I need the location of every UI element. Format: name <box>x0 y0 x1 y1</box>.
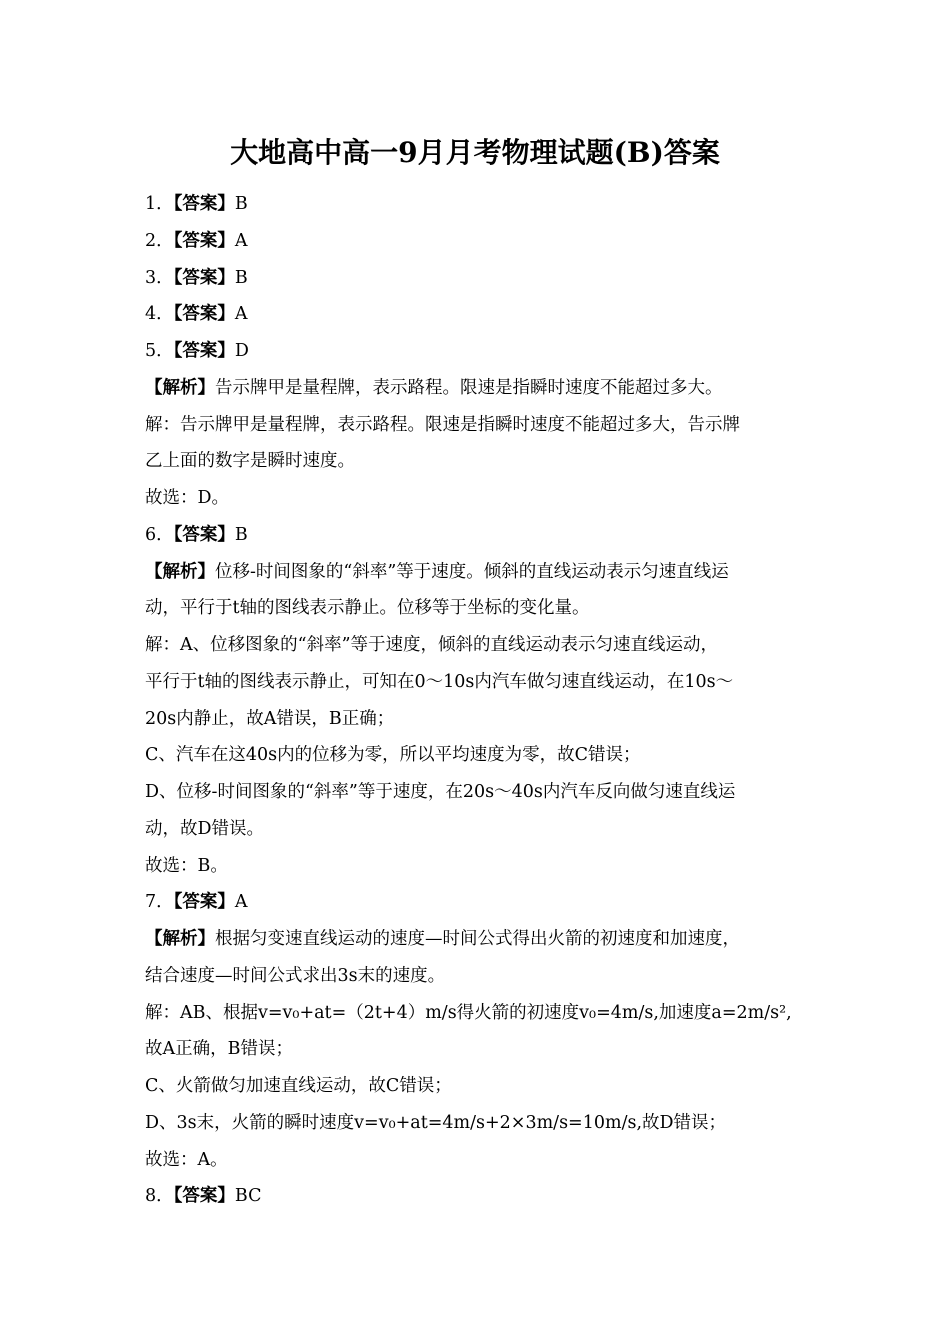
line-text: C、火箭做匀加速直线运动，故C错误； <box>145 1076 452 1096</box>
question-number: 7． <box>145 892 174 913</box>
solution-line <box>145 774 815 811</box>
line-text: 动，平行于t轴的图线表示静止。位移等于坐标的变化量。 <box>145 598 590 619</box>
line-text: B <box>234 194 248 214</box>
solution-line <box>145 995 815 1032</box>
question-number: 5． <box>145 341 174 361</box>
answer-tag: 【答案】 <box>173 267 235 288</box>
answer-tag: 【答案】 <box>173 892 235 913</box>
answer-line <box>145 260 815 297</box>
line-text: 解：告示牌甲是量程牌，表示路程。限速是指瞬时速度不能超过多大，告示牌 <box>145 414 740 435</box>
line-text: 故A正确，B错误； <box>145 1039 293 1060</box>
line-text: 平行于t轴的图线表示静止，可知在0～10s内汽车做匀速直线运动，在10s～ <box>145 671 734 692</box>
analysis-line <box>145 921 815 958</box>
answer-tag: 【答案】 <box>173 230 235 251</box>
line-text: A <box>234 230 248 251</box>
document-body <box>145 186 815 1215</box>
question-number: 2． <box>145 230 174 251</box>
solution-line <box>145 811 815 848</box>
document-title: 大地高中高一9月月考物理试题(B)答案 <box>230 136 720 169</box>
solution-line <box>145 1068 815 1105</box>
analysis-line <box>145 554 815 591</box>
solution-line <box>145 590 815 627</box>
choice-line <box>145 1142 815 1179</box>
line-text: BC <box>234 1186 262 1207</box>
question-number: 6． <box>145 524 174 545</box>
answer-line <box>145 517 815 554</box>
question-number: 4． <box>145 304 174 325</box>
answer-line <box>145 333 815 370</box>
line-text: D、3s末，火箭的瞬时速度v=v₀+at=4m/s+2×3m/s=10m/s,故D错误； <box>145 1112 727 1133</box>
choice-line <box>145 480 815 517</box>
line-text: 告示牌甲是量程牌，表示路程。限速是指瞬时速度不能超过多大。 <box>215 377 723 398</box>
line-text: B <box>234 267 248 288</box>
answer-line <box>145 186 815 223</box>
answer-tag: 【答案】 <box>173 341 235 361</box>
solution-line <box>145 1031 815 1068</box>
solution-line <box>145 1105 815 1142</box>
answer-tag: 【答案】 <box>173 524 235 545</box>
answer-line <box>145 1178 815 1215</box>
line-text: 动，故D错误。 <box>145 818 265 839</box>
line-text: 乙上面的数字是瞬时速度。 <box>145 451 355 472</box>
question-number: 8． <box>145 1186 174 1207</box>
solution-line <box>145 958 815 995</box>
line-text: A <box>234 304 248 325</box>
solution-line <box>145 443 815 480</box>
line-text: D <box>234 341 249 361</box>
solution-line <box>145 701 815 738</box>
answer-line <box>145 296 815 333</box>
analysis-line <box>145 370 815 407</box>
analysis-tag: 【解析】 <box>145 929 215 949</box>
solution-line <box>145 407 815 444</box>
line-text: 解：A、位移图象的“斜率”等于速度，倾斜的直线运动表示匀速直线运动， <box>145 635 719 655</box>
answer-tag: 【答案】 <box>173 304 235 325</box>
answer-tag: 【答案】 <box>173 194 235 214</box>
line-text: 故选：B。 <box>145 855 228 876</box>
solution-line <box>145 664 815 701</box>
line-text: D、位移-时间图象的“斜率”等于速度，在20s～40s内汽车反向做匀速直线运 <box>145 782 736 802</box>
answer-tag: 【答案】 <box>173 1186 235 1207</box>
line-text: 位移-时间图象的“斜率”等于速度。倾斜的直线运动表示匀速直线运 <box>215 561 729 582</box>
line-text: 故选：A。 <box>145 1149 228 1170</box>
analysis-tag: 【解析】 <box>145 561 215 582</box>
choice-line <box>145 848 815 885</box>
line-text: 根据匀变速直线运动的速度—时间公式得出火箭的初速度和加速度， <box>215 929 740 949</box>
solution-line <box>145 627 815 664</box>
line-text: 结合速度—时间公式求出3s末的速度。 <box>145 965 446 986</box>
solution-line <box>145 737 815 774</box>
line-text: B <box>234 524 248 545</box>
question-number: 3． <box>145 267 174 288</box>
line-text: C、汽车在这40s内的位移为零，所以平均速度为零，故C错误； <box>145 745 641 766</box>
answer-line <box>145 223 815 260</box>
line-text: 解：AB、根据v=v₀+at=（2t+4）m/s得火箭的初速度v₀=4m/s,加速度a=2m/s², <box>145 1002 792 1023</box>
answer-line <box>145 884 815 921</box>
line-text: 故选：D。 <box>145 488 230 508</box>
line-text: A <box>234 892 248 913</box>
question-number: 1． <box>145 194 174 214</box>
line-text: 20s内静止，故A错误，B正确； <box>145 708 395 729</box>
analysis-tag: 【解析】 <box>145 377 215 398</box>
